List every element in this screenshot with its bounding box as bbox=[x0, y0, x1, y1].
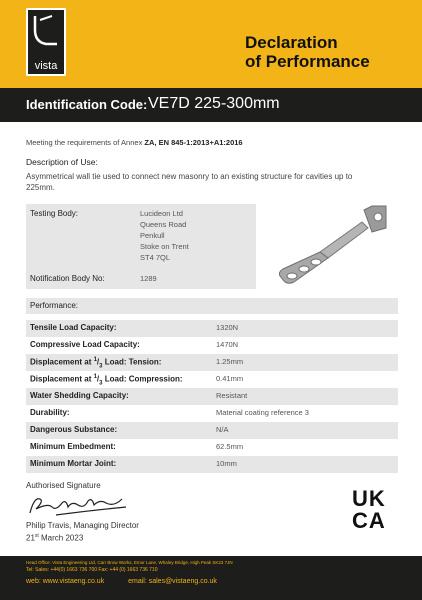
requirements-standard: ZA, EN 845-1:2013+A1:2016 bbox=[144, 138, 243, 147]
identification-label: Identification Code: bbox=[26, 97, 148, 112]
row-value: 62.5mm bbox=[216, 442, 244, 451]
footer-address: Head Office: Vista Engineering Ltd, Carr Brow Works, Emor Lane, Whaley Bridge, High Peak SK23 7JN bbox=[26, 560, 233, 565]
wall-tie-product-image bbox=[268, 202, 398, 292]
identification-bar bbox=[0, 88, 422, 122]
wall-tie-logo-icon bbox=[32, 14, 60, 48]
row-label: Displacement at $^1/_3$ Load: Tension: bbox=[30, 357, 162, 370]
footer-contact bbox=[26, 578, 217, 585]
handwritten-signature bbox=[26, 493, 136, 519]
footer bbox=[0, 556, 422, 600]
performance-row bbox=[26, 422, 398, 439]
document-title bbox=[245, 33, 370, 71]
identification-code: VE7D 225-300mm bbox=[148, 95, 280, 112]
requirements-prefix: Meeting the requirements of Annex bbox=[26, 138, 145, 147]
address-line: ST4 7QL bbox=[140, 253, 171, 262]
date-suffix: st bbox=[34, 533, 39, 539]
performance-heading: Performance: bbox=[30, 301, 79, 310]
row-label: Minimum Embedment: bbox=[30, 442, 116, 451]
performance-row bbox=[26, 439, 398, 456]
address-line: Penkull bbox=[140, 231, 165, 240]
signature-heading: Authorised Signature bbox=[26, 481, 101, 490]
row-label-post: Load: Compression: bbox=[102, 374, 183, 384]
vista-logo bbox=[26, 8, 66, 76]
row-label-post: Load: Tension: bbox=[102, 357, 162, 367]
performance-row bbox=[26, 405, 398, 422]
fraction-numerator: 1 bbox=[93, 357, 97, 363]
signer-name: Philip Travis, Managing Director bbox=[26, 521, 139, 530]
testing-body-address bbox=[140, 208, 189, 263]
footer-email[interactable]: email: sales@vistaeng.co.uk bbox=[128, 578, 217, 585]
performance-row bbox=[26, 320, 398, 337]
row-label: Displacement at $^1/_3$ Load: Compression: bbox=[30, 374, 183, 387]
performance-row bbox=[26, 371, 398, 388]
ukca-line-2: CA bbox=[352, 508, 386, 533]
row-value: 0.41mm bbox=[216, 374, 244, 383]
performance-row bbox=[26, 337, 398, 354]
ukca-line-1: UK bbox=[352, 486, 386, 511]
fraction-denominator: 3 bbox=[99, 363, 103, 370]
performance-heading-bar bbox=[26, 298, 398, 314]
row-value: 10mm bbox=[216, 459, 237, 468]
fraction-numerator: 1 bbox=[93, 374, 97, 380]
row-value: Resistant bbox=[216, 391, 248, 400]
address-line: Stoke on Trent bbox=[140, 242, 189, 251]
row-label: Dangerous Substance: bbox=[30, 425, 118, 434]
row-value: Material coating reference 3 bbox=[216, 408, 309, 417]
performance-row bbox=[26, 354, 398, 371]
description-text: Asymmetrical wall tie used to connect new masonry to an existing structure for cavities up to 225mm. bbox=[26, 172, 353, 192]
footer-web[interactable]: web: www.vistaeng.co.uk bbox=[26, 578, 105, 585]
ukca-mark bbox=[352, 488, 398, 534]
notification-value: 1289 bbox=[140, 274, 157, 283]
performance-row bbox=[26, 456, 398, 473]
footer-phones: Tel: Sales: +44(0) 1663 736 700 Fax: +44 (0) 1663 736 710 bbox=[26, 567, 158, 573]
header-band bbox=[0, 0, 422, 88]
row-value: 1470N bbox=[216, 340, 239, 349]
row-label: Compressive Load Capacity: bbox=[30, 340, 140, 349]
row-label: Minimum Mortar Joint: bbox=[30, 459, 117, 468]
logo-text: vista bbox=[34, 60, 58, 72]
title-line-2: of Performance bbox=[245, 52, 370, 71]
requirements-text bbox=[26, 138, 243, 147]
notification-label: Notification Body No: bbox=[30, 274, 105, 283]
date-day: 21 bbox=[26, 533, 35, 543]
address-line: Lucideon Ltd bbox=[140, 209, 183, 218]
performance-table bbox=[26, 320, 398, 473]
row-value: 1.25mm bbox=[216, 357, 244, 366]
performance-row bbox=[26, 388, 398, 405]
testing-body-label: Testing Body: bbox=[30, 209, 79, 218]
signature-date bbox=[26, 533, 83, 543]
address-line: Queens Road bbox=[140, 220, 187, 229]
fraction-denominator: 3 bbox=[99, 380, 103, 387]
row-label-pre: Displacement at bbox=[30, 374, 94, 384]
row-label: Durability: bbox=[30, 408, 70, 417]
row-value: N/A bbox=[216, 425, 229, 434]
row-label-pre: Displacement at bbox=[30, 357, 94, 367]
title-line-1: Declaration bbox=[245, 33, 338, 52]
row-value: 1320N bbox=[216, 323, 239, 332]
date-rest: March 2023 bbox=[38, 533, 84, 543]
description-heading: Description of Use: bbox=[26, 157, 98, 167]
row-label: Tensile Load Capacity: bbox=[30, 323, 117, 332]
row-label: Water Shedding Capacity: bbox=[30, 391, 129, 400]
